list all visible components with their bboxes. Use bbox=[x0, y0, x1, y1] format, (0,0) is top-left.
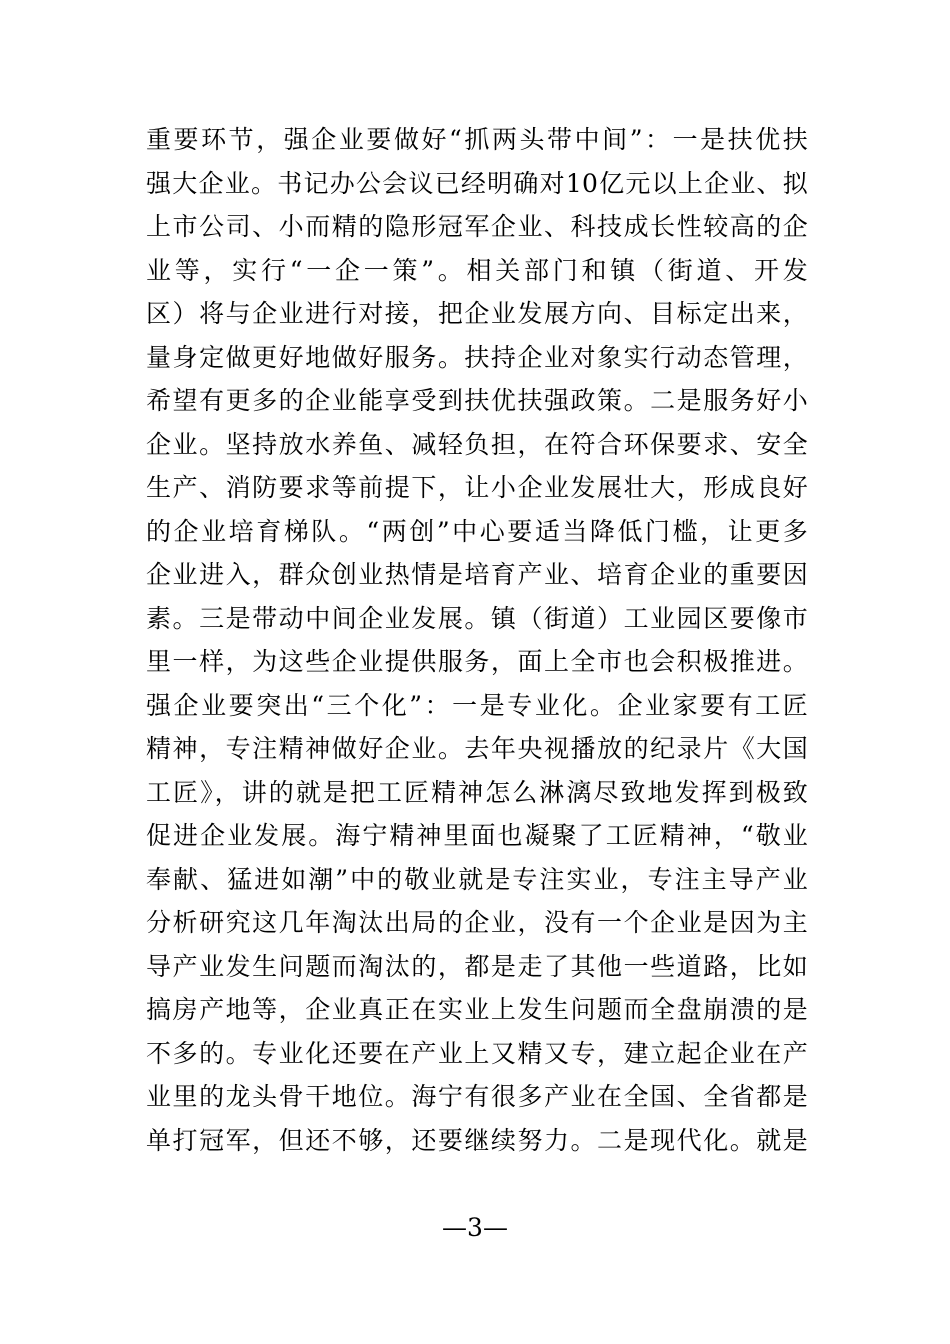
text-line: 企业。坚持放水养鱼、减轻负担，在符合环保要求、安全 bbox=[146, 429, 808, 459]
text-line: 不多的。专业化还要在产业上又精又专，建立起企业在产 bbox=[146, 1038, 808, 1068]
text-line: 量身定做更好地做好服务。扶持企业对象实行动态管理， bbox=[146, 342, 808, 372]
text-line: 业里的龙头骨干地位。海宁有很多产业在全国、全省都是 bbox=[146, 1082, 808, 1111]
text-line: 分析研究这几年淘汰出局的企业，没有一个企业是因为主 bbox=[146, 908, 808, 937]
text-line: 里一样，为这些企业提供服务，面上全市也会积极推进。 bbox=[146, 647, 808, 676]
text-line: 重要环节，强企业要做好“抓两头带中间”：一是扶优扶 bbox=[146, 125, 808, 154]
text-line: 企业进入，群众创业热情是培育产业、培育企业的重要因 bbox=[146, 560, 808, 589]
text-line: 生产、消防要求等前提下，让小企业发展壮大，形成良好 bbox=[146, 473, 808, 502]
text-line: 强企业要突出“三个化”：一是专业化。企业家要有工匠 bbox=[146, 690, 808, 720]
text-line: 精神，专注精神做好企业。去年央视播放的纪录片《大国 bbox=[146, 734, 808, 763]
body-text bbox=[146, 118, 808, 1162]
text-line: 工匠》，讲的就是把工匠精神怎么淋漓尽致地发挥到极致 bbox=[146, 777, 808, 807]
text-line: 搞房产地等，企业真正在实业上发生问题而全盘崩溃的是 bbox=[146, 995, 808, 1024]
text-line: 奉献、猛进如潮”中的敬业就是专注实业，专注主导产业 bbox=[146, 864, 808, 894]
text-line: 强大企业。书记办公会议已经明确对10亿元以上企业、拟 bbox=[146, 168, 808, 198]
text-line: 的企业培育梯队。“两创”中心要适当降低门槛，让更多 bbox=[146, 516, 808, 546]
text-line: 素。三是带动中间企业发展。镇（街道）工业园区要像市 bbox=[146, 603, 808, 633]
text-line: 区）将与企业进行对接，把企业发展方向、目标定出来， bbox=[146, 299, 808, 328]
page-number: —3— bbox=[442, 1213, 508, 1242]
text-line: 导产业发生问题而淘汰的，都是走了其他一些道路，比如 bbox=[146, 951, 808, 981]
text-line: 上市公司、小而精的隐形冠军企业、科技成长性较高的企 bbox=[146, 212, 808, 241]
text-line: 促进企业发展。海宁精神里面也凝聚了工匠精神，“敬业 bbox=[146, 821, 808, 850]
text-line: 单打冠军，但还不够，还要继续努力。二是现代化。就是 bbox=[146, 1125, 808, 1155]
text-line: 业等，实行“一企一策”。相关部门和镇（街道、开发 bbox=[146, 255, 808, 285]
text-line: 希望有更多的企业能享受到扶优扶强政策。二是服务好小 bbox=[146, 386, 808, 415]
